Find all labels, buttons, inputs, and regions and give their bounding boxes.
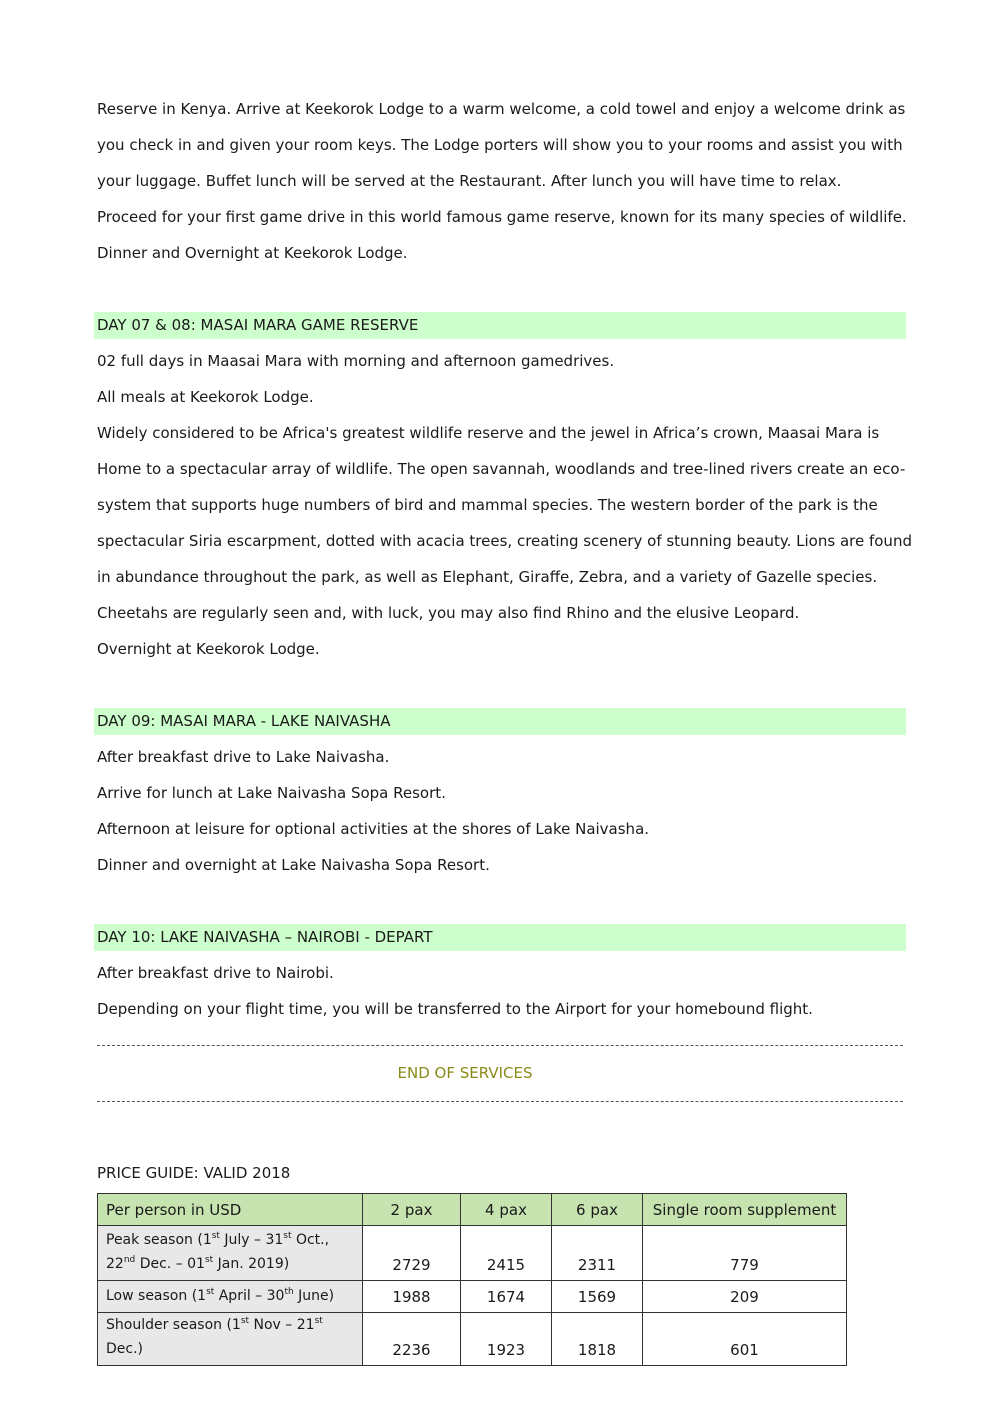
price-table-header-row	[98, 1194, 847, 1226]
price-cell: 1988	[363, 1281, 461, 1313]
day-10-heading: DAY 10: LAKE NAIVASHA – NAIROBI - DEPART	[94, 924, 906, 951]
day-09-line: Arrive for lunch at Lake Naivasha Sopa Resort.	[97, 784, 446, 802]
intro-line: Dinner and Overnight at Keekorok Lodge.	[97, 244, 408, 262]
price-cell: 1818	[552, 1313, 643, 1366]
day-07-08-line: Home to a spectacular array of wildlife. The open savannah, woodlands and tree-lined rivers create an eco-	[97, 460, 906, 478]
intro-line: you check in and given your room keys. The Lodge porters will show you to your rooms and assist you with	[97, 136, 903, 154]
day-09-line: Dinner and overnight at Lake Naivasha Sopa Resort.	[97, 856, 490, 874]
header-6-pax: 6 pax	[552, 1194, 643, 1226]
day-07-08-heading: DAY 07 & 08: MASAI MARA GAME RESERVE	[94, 312, 906, 339]
low-season-row	[98, 1281, 847, 1313]
day-07-08-line: 02 full days in Maasai Mara with morning and afternoon gamedrives.	[97, 352, 615, 370]
price-cell: 779	[643, 1226, 847, 1281]
intro-line: your luggage. Buffet lunch will be served at the Restaurant. After lunch you will have time to relax.	[97, 172, 842, 190]
day-07-08-line: Cheetahs are regularly seen and, with luck, you may also find Rhino and the elusive Leopard.	[97, 604, 800, 622]
price-cell: 1923	[461, 1313, 552, 1366]
day-09-heading: DAY 09: MASAI MARA - LAKE NAIVASHA	[94, 708, 906, 735]
header-4-pax: 4 pax	[461, 1194, 552, 1226]
peak-season-row	[98, 1226, 847, 1281]
day-09-line: Afternoon at leisure for optional activities at the shores of Lake Naivasha.	[97, 820, 650, 838]
season-label: Low season (1st April – 30th June)	[98, 1281, 363, 1313]
price-cell: 2729	[363, 1226, 461, 1281]
price-table	[97, 1193, 847, 1366]
header-per-person: Per person in USD	[98, 1194, 363, 1226]
season-label: Shoulder season (1st Nov – 21st Dec.)	[98, 1313, 363, 1366]
price-cell: 2415	[461, 1226, 552, 1281]
day-09-line: After breakfast drive to Lake Naivasha.	[97, 748, 390, 766]
day-07-08-line: All meals at Keekorok Lodge.	[97, 388, 314, 406]
day-07-08-line: Widely considered to be Africa's greatest wildlife reserve and the jewel in Africa’s crown, Maasai Mara is	[97, 424, 880, 442]
end-of-services-label: END OF SERVICES	[397, 1064, 533, 1082]
price-cell: 601	[643, 1313, 847, 1366]
day-07-08-line: Overnight at Keekorok Lodge.	[97, 640, 320, 658]
intro-line: Reserve in Kenya. Arrive at Keekorok Lodge to a warm welcome, a cold towel and enjoy a welcome drink as	[97, 100, 906, 118]
shoulder-season-row	[98, 1313, 847, 1366]
price-guide-title: PRICE GUIDE: VALID 2018	[97, 1164, 291, 1182]
price-cell: 1569	[552, 1281, 643, 1313]
day-10-line: After breakfast drive to Nairobi.	[97, 964, 334, 982]
day-07-08-line: spectacular Siria escarpment, dotted with acacia trees, creating scenery of stunning beauty. Lions are found	[97, 532, 912, 550]
price-cell: 1674	[461, 1281, 552, 1313]
day-07-08-line: in abundance throughout the park, as well as Elephant, Giraffe, Zebra, and a variety of Gazelle species.	[97, 568, 878, 586]
price-cell: 2311	[552, 1226, 643, 1281]
day-10-line: Depending on your flight time, you will be transferred to the Airport for your homebound flight.	[97, 1000, 813, 1018]
dashed-divider-bottom	[97, 1101, 903, 1102]
header-single-supplement: Single room supplement	[643, 1194, 847, 1226]
season-label: Peak season (1st July – 31st Oct., 22nd Dec. – 01st Jan. 2019)	[98, 1226, 363, 1281]
intro-line: Proceed for your first game drive in this world famous game reserve, known for its many species of wildlife.	[97, 208, 907, 226]
header-2-pax: 2 pax	[363, 1194, 461, 1226]
price-cell: 2236	[363, 1313, 461, 1366]
day-07-08-line: system that supports huge numbers of bird and mammal species. The western border of the park is the	[97, 496, 878, 514]
price-cell: 209	[643, 1281, 847, 1313]
dashed-divider-top	[97, 1045, 903, 1046]
